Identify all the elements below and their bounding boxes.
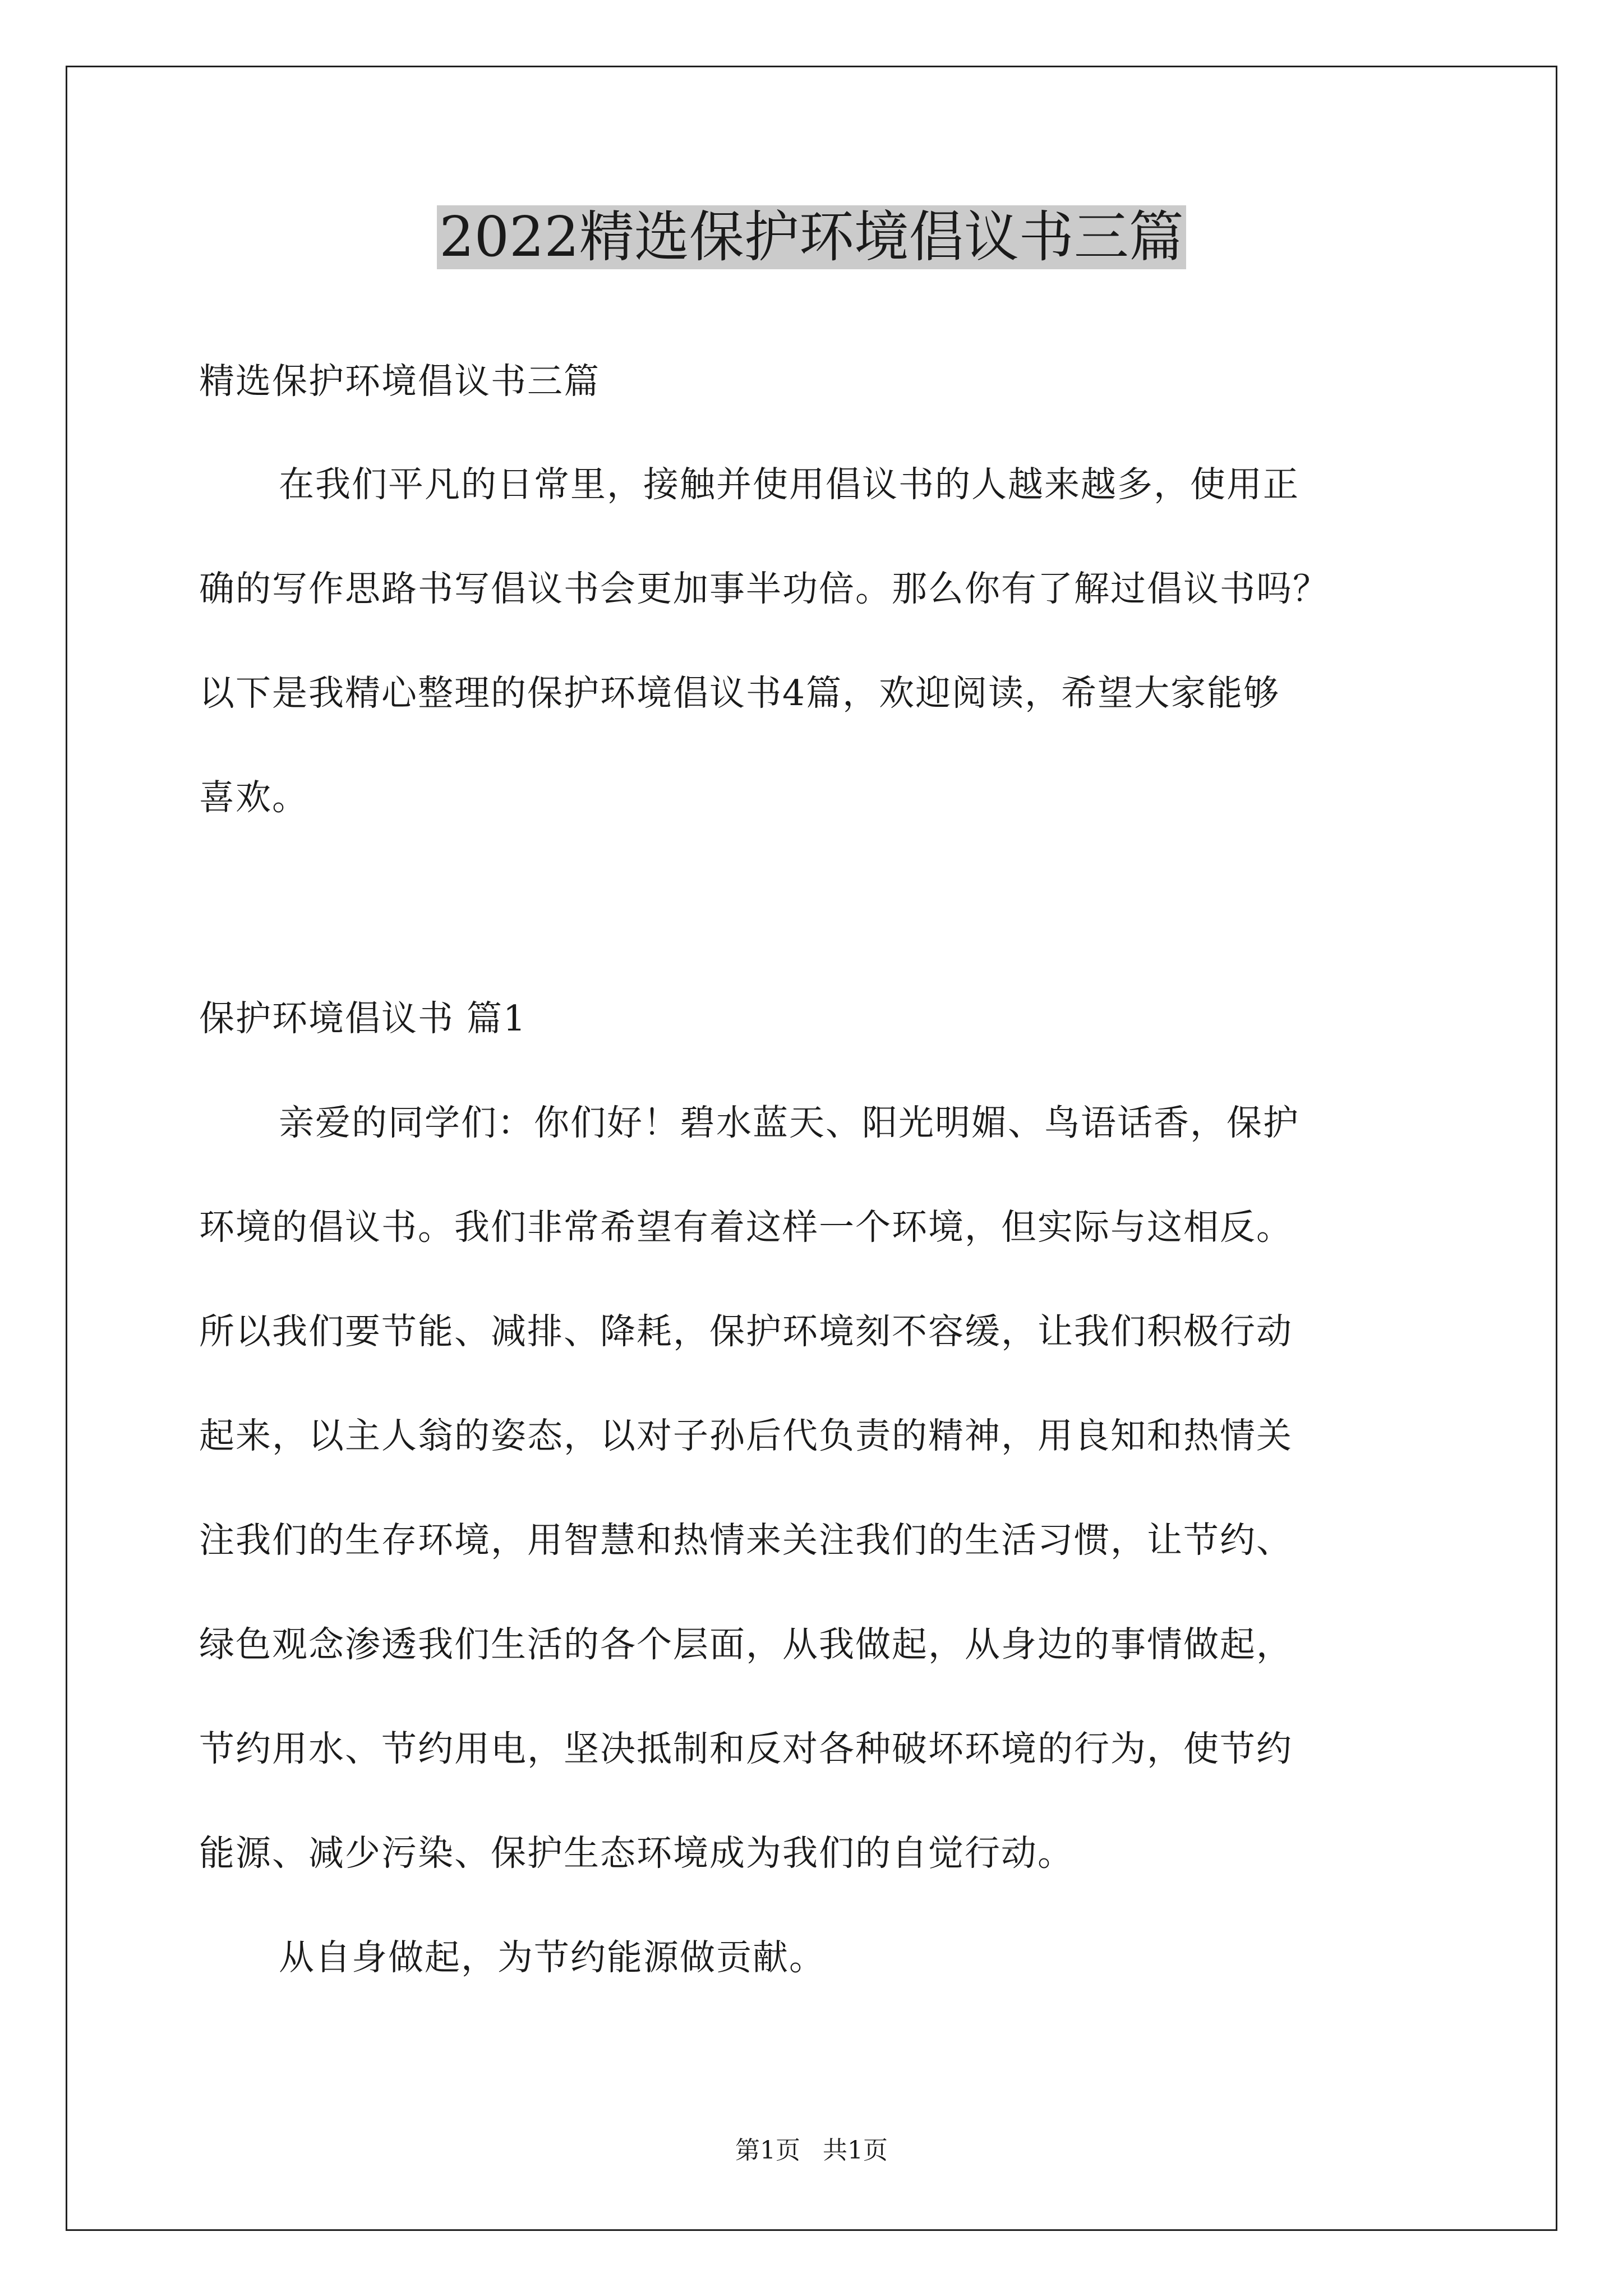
intro-line: 喜欢。 — [199, 777, 308, 818]
body-line: 亲爱的同学们：你们好！碧水蓝天、阳光明媚、鸟语话香，保护 — [279, 1102, 1299, 1143]
document-title — [0, 201, 1623, 274]
page-number-total: 共1页 — [823, 2136, 888, 2165]
page-footer — [0, 2134, 1623, 2168]
body-line: 节约用水、节约用电，坚决抵制和反对各种破坏环境的行为，使节约 — [199, 1728, 1293, 1769]
body-line: 环境的倡议书。我们非常希望有着这样一个环境，但实际与这相反。 — [199, 1207, 1293, 1248]
intro-line: 在我们平凡的日常里，接触并使用倡议书的人越来越多，使用正 — [279, 464, 1299, 505]
document-title-text: 2022精选保护环境倡议书三篇 — [437, 205, 1186, 269]
body-line: 所以我们要节能、减排、降耗，保护环境刻不容缓，让我们积极行动 — [199, 1311, 1293, 1352]
page-number-current: 第1页 — [735, 2136, 800, 2165]
body-line: 绿色观念渗透我们生活的各个层面，从我做起，从身边的事情做起， — [199, 1624, 1293, 1665]
body-line: 起来，以主人翁的姿态，以对子孙后代负责的精神，用良知和热情关 — [199, 1415, 1293, 1456]
document-subtitle: 精选保护环境倡议书三篇 — [199, 361, 600, 402]
intro-line: 确的写作思路书写倡议书会更加事半功倍。那么你有了解过倡议书吗？ — [199, 568, 1329, 609]
closing-line: 从自身做起，为节约能源做贡献。 — [279, 1937, 826, 1978]
body-line: 注我们的生存环境，用智慧和热情来关注我们的生活习惯，让节约、 — [199, 1520, 1293, 1561]
intro-line: 以下是我精心整理的保护环境倡议书4篇，欢迎阅读，希望大家能够 — [199, 673, 1280, 714]
body-line: 能源、减少污染、保护生态环境成为我们的自觉行动。 — [199, 1833, 1074, 1874]
section-heading: 保护环境倡议书 篇1 — [199, 998, 527, 1039]
